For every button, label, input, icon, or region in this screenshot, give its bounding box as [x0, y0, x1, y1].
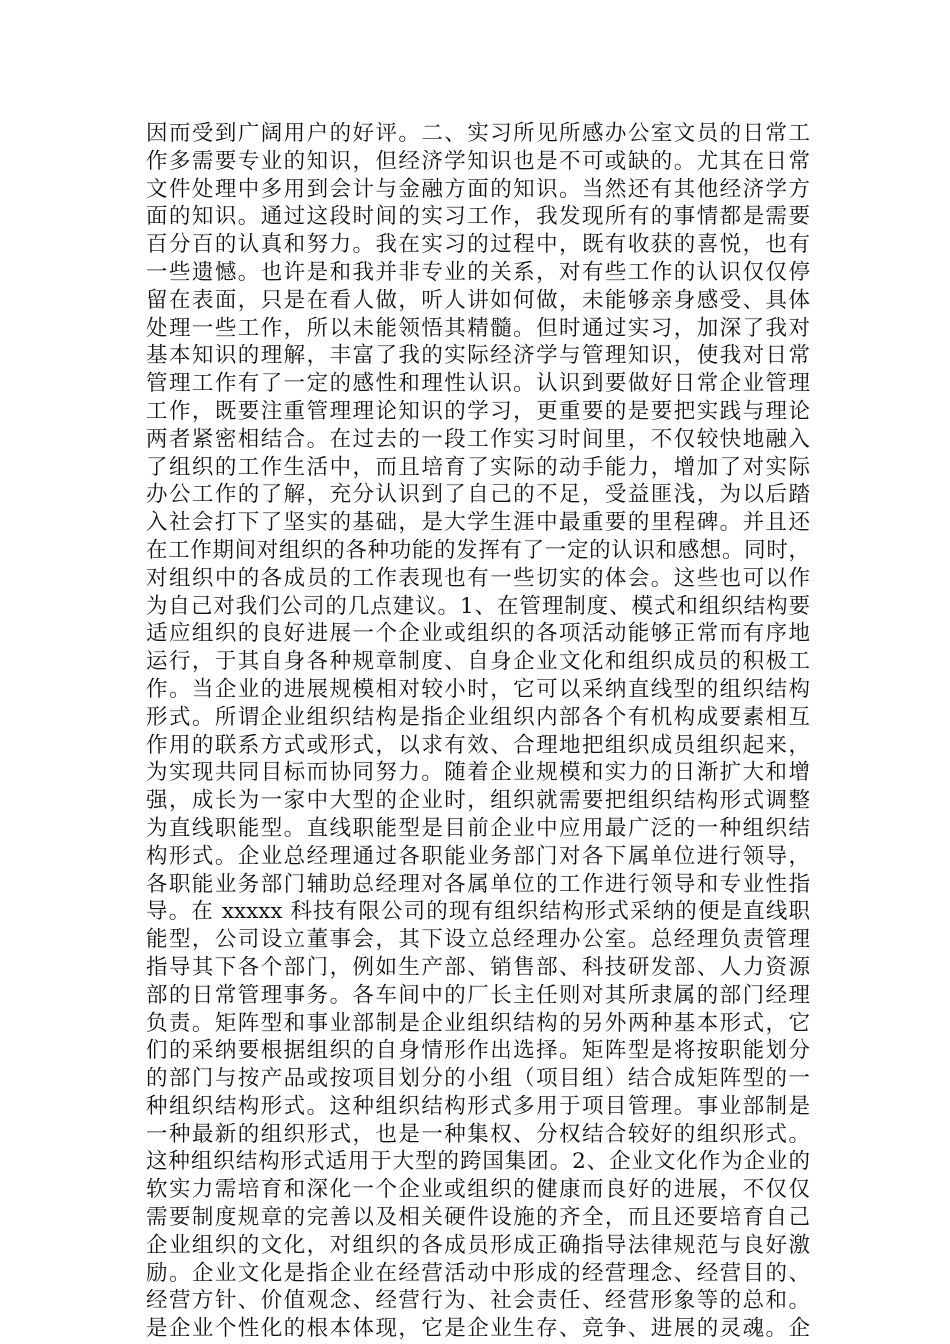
text-line: 是企业个性化的根本体现，它是企业生存、竞争、进展的灵魂。企: [146, 1316, 810, 1342]
text-line: 指导其下各个部门，例如生产部、销售部、科技研发部、人力资源: [146, 954, 810, 980]
text-line: 工作，既要注重管理理论知识的学习，更重要的是要把实践与理论: [146, 398, 810, 424]
text-line: 因而受到广阔用户的好评。二、实习所见所感办公室文员的日常工: [146, 121, 810, 146]
text-line: 种组织结构形式。这种组织结构形式多用于项目管理。事业部制是: [146, 1093, 810, 1119]
text-line: 经营方针、价值观念、经营行为、社会责任、经营形象等的总和。: [146, 1288, 810, 1314]
text-line: 能型，公司设立董事会，其下设立总经理办公室。总经理负责管理: [146, 927, 810, 953]
text-line: 在工作期间对组织的各种功能的发挥有了一定的认识和感想。同时，: [146, 537, 810, 563]
text-line: 为自己对我们公司的几点建议。1、在管理制度、模式和组织结构要: [146, 593, 810, 619]
text-line: 为实现共同目标而协同努力。随着企业规模和实力的日渐扩大和增: [146, 760, 810, 786]
text-line: 负责。矩阵型和事业部制是企业组织结构的另外两种基本形式，它: [146, 1010, 810, 1036]
text-line: 百分百的认真和努力。我在实习的过程中，既有收获的喜悦，也有: [146, 232, 810, 258]
text-line: 作。当企业的进展规模相对较小时，它可以采纳直线型的组织结构: [146, 676, 810, 702]
text-line: 入社会打下了坚实的基础，是大学生涯中最重要的里程碑。并且还: [146, 510, 810, 536]
text-line: 一种最新的组织形式，也是一种集权、分权结合较好的组织形式。: [146, 1121, 810, 1147]
text-line: 作多需要专业的知识，但经济学知识也是不可或缺的。尤其在日常: [146, 148, 810, 174]
text-line: 需要制度规章的完善以及相关硬件设施的齐全，而且还要培育自己: [146, 1205, 810, 1231]
text-line: 导。在 xxxxx 科技有限公司的现有组织结构形式采纳的便是直线职: [146, 899, 810, 925]
text-line: 软实力需培育和深化一个企业或组织的健康而良好的进展，不仅仅: [146, 1177, 810, 1203]
text-line: 管理工作有了一定的感性和理性认识。认识到要做好日常企业管理: [146, 371, 810, 397]
text-line: 文件处理中多用到会计与金融方面的知识。当然还有其他经济学方: [146, 176, 810, 202]
text-line: 留在表面，只是在看人做，听人讲如何做，未能够亲身感受、具体: [146, 287, 810, 313]
text-line: 们的采纳要根据组织的自身情形作出选择。矩阵型是将按职能划分: [146, 1038, 810, 1064]
text-line: 这种组织结构形式适用于大型的跨国集团。2、企业文化作为企业的: [146, 1149, 810, 1175]
text-line: 办公工作的了解，充分认识到了自己的不足，受益匪浅，为以后踏: [146, 482, 810, 508]
text-line: 构形式。企业总经理通过各职能业务部门对各下属单位进行领导，: [146, 843, 810, 869]
text-line: 基本知识的理解，丰富了我的实际经济学与管理知识，使我对日常: [146, 343, 810, 369]
text-line: 强，成长为一家中大型的企业时，组织就需要把组织结构形式调整: [146, 788, 810, 814]
text-line: 适应组织的良好进展一个企业或组织的各项活动能够正常而有序地: [146, 621, 810, 647]
text-line: 两者紧密相结合。在过去的一段工作实习时间里，不仅较快地融入: [146, 426, 810, 452]
text-line: 了组织的工作生活中，而且培育了实际的动手能力，增加了对实际: [146, 454, 810, 480]
text-line: 处理一些工作，所以未能领悟其精髓。但时通过实习，加深了我对: [146, 315, 810, 341]
text-line: 为直线职能型。直线职能型是目前企业中应用最广泛的一种组织结: [146, 815, 810, 841]
text-line: 各职能业务部门辅助总经理对各属单位的工作进行领导和专业性指: [146, 871, 810, 897]
text-line: 一些遗憾。也许是和我并非专业的关系，对有些工作的认识仅仅停: [146, 259, 810, 285]
body-text: [146, 120, 810, 1343]
text-line: 面的知识。通过这段时间的实习工作，我发现所有的事情都是需要: [146, 204, 810, 230]
text-line: 企业组织的文化，对组织的各成员形成正确指导法律规范与良好激: [146, 1232, 810, 1258]
text-line: 励。企业文化是指企业在经营活动中形成的经营理念、经营目的、: [146, 1260, 810, 1286]
text-line: 形式。所谓企业组织结构是指企业组织内部各个有机构成要素相互: [146, 704, 810, 730]
text-line: 部的日常管理事务。各车间中的厂长主任则对其所隶属的部门经理: [146, 982, 810, 1008]
text-line: 运行，于其自身各种规章制度、自身企业文化和组织成员的积极工: [146, 649, 810, 675]
text-line: 的部门与按产品或按项目划分的小组（项目组）结合成矩阵型的一: [146, 1066, 810, 1092]
text-line: 作用的联系方式或形式，以求有效、合理地把组织成员组织起来，: [146, 732, 810, 758]
text-line: 对组织中的各成员的工作表现也有一些切实的体会。这些也可以作: [146, 565, 810, 591]
